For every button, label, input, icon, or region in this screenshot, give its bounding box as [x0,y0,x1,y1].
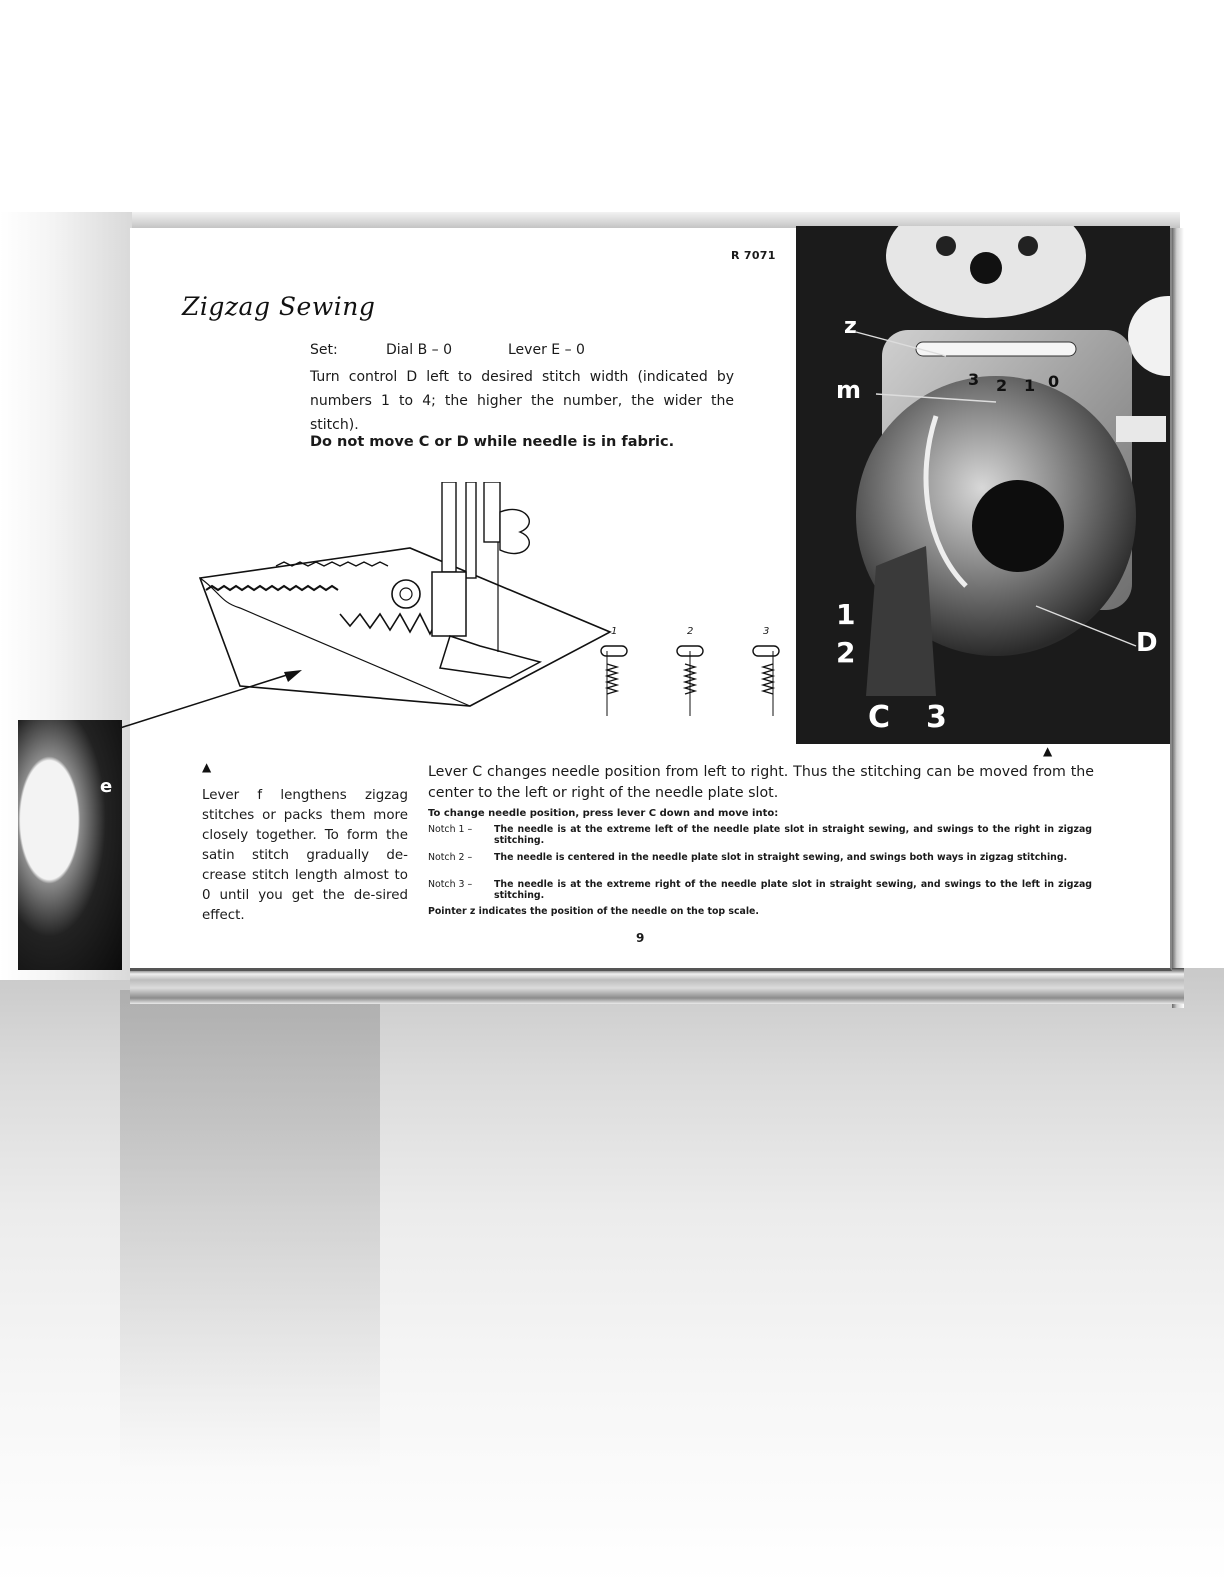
scan-shadow-streak [120,990,380,1470]
notch-1-label: Notch 1 – [428,824,473,835]
right-triangle-marker: ▲ [1043,744,1053,758]
notch-1-text: The needle is at the extreme left of the needle plate slot in straight sewing, and swings to the right in zigzag stitching. [494,824,1092,846]
scale-number-1: 1 [1024,376,1036,395]
pointer-note: Pointer z indicates the position of the needle on the top scale. [428,906,759,917]
page-number: 9 [636,931,645,945]
photo-label-d: D [1136,628,1158,658]
photo-label-3: 3 [926,700,947,735]
stitch-samples [595,624,785,734]
photo-label-1: 1 [836,598,856,631]
notch-2 [428,852,1092,863]
scale-number-2: 2 [996,376,1008,395]
notch-2-label: Notch 2 – [428,852,473,863]
scale-number-0: 0 [1048,372,1060,391]
notch-3-text: The needle is at the extreme right of the needle plate slot in straight sewing, and swings to the left in zigzag stitching. [494,879,1092,901]
photo-label-z: z [844,314,857,339]
left-triangle-marker: ▲ [202,760,212,774]
left-photo-label: e [100,776,113,797]
manual-page [130,228,1172,971]
sample-label-1: 1 [611,626,618,637]
page-code: R 7071 [731,249,776,262]
lever-f-caption: Lever f lengthens zigzag stitches or packs them more closely together. To form the satin stitch gradually de-crease stitch length almost to 0 until you get the de-sired effect. [202,788,408,923]
dial-setting: Dial B – 0 [386,342,453,358]
width-instruction: Turn control D left to desired stitch width (indicated by numbers 1 to 4; the higher the number, the wider the stitch). [310,369,734,433]
lever-setting: Lever E – 0 [508,342,585,358]
photo-label-2: 2 [836,636,856,669]
left-page-photo [18,720,122,970]
set-label: Set: [310,342,338,358]
right-page-edge [1172,228,1184,1008]
photo-label-m: m [836,376,862,404]
change-position-heading: To change needle position, press lever C down and move into: [428,808,779,819]
warning-text: Do not move C or D while needle is in fabric. [310,434,675,450]
lever-c-text: Lever C changes needle position from left to right. Thus the stitching can be moved from the center to the left or right of the needle plate slot. [428,764,1094,801]
needle-plate-photo [796,226,1170,744]
notch-1 [428,824,1092,846]
notch-2-text: The needle is centered in the needle plate slot in straight sewing, and swings both ways in zigzag stitching. [494,852,1068,863]
bottom-page-edge [130,968,1184,1004]
notch-3-label: Notch 3 – [428,879,473,890]
sample-label-2: 2 [687,626,694,637]
notch-3 [428,879,1092,901]
sample-label-3: 3 [763,626,770,637]
page-title: Zigzag Sewing [182,292,376,321]
stitch-samples-drawing [595,624,785,734]
scale-number-3: 3 [968,370,980,389]
pointer-arrow [120,668,320,748]
photo-label-c: C [868,700,891,735]
